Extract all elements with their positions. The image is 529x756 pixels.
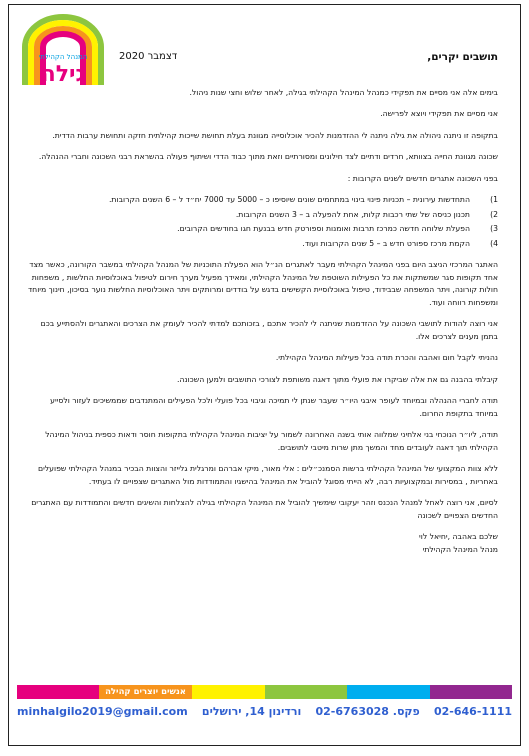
list-number: 2): [490, 209, 498, 219]
paragraph-thanks-staff: ללא צוות המקצועי של המינהל הקהילתי ברשות הסמנכ״לים : אלי מאור, מיקי אברהם ומרגלית גלייזר והצוות הבכיר במנהל הקהילתי שפועלים באחריות , במסירות ובמקצועיות רבה, לא הייתי מסוגל להוביל את המינהל בהישגיו והתמודדות מול האתגרים שצפויים לו בעתיד.: [37, 464, 498, 486]
footer-contact: [17, 705, 512, 718]
footer-phone[interactable]: 02-646-1111: [433, 705, 512, 718]
band-segment: [347, 685, 430, 699]
list-text: תכנון כניסה של שתי רכבות קלות, אחת להפעלה ב – 3 השנים הקרובות.: [235, 209, 470, 219]
footer-slogan: אנשים יוצרים קהילה: [99, 685, 192, 699]
paragraph-thanks-chairman: תודה, ליו״ר הנוכחי בני אלחיני שמלווה אותי בשנה האחרונה לשמור על יציבות המינהל הקהילתי בתקופות חוסר ודאות כספית בניהול המינהל הקהילתי תוך דאגה לעובדים מחד והמשך מתן שרות מיטבי לתושבים.: [45, 430, 498, 452]
list-text: התחדשות עירונית – תכניות פינוי בינוי במתחמים שונים שיוסיפו כ – 5000 עד 7000 יח״ד ל – 6 השנים הקרובות.: [108, 194, 470, 204]
rainbow-logo-icon: [17, 13, 109, 93]
letter-page: [8, 4, 521, 746]
list-item: [27, 194, 498, 207]
list-item: [27, 238, 498, 251]
paragraph-closing: לסיום, אני רוצה לאחל למנהל הנכנס וזהר יעקובי שימשיך להוביל את המינהל הקהילתי בגילה להצלחות והשיגים חדשים והתמודדות עם האתגרים החדשים הצפויים לשכונה: [31, 498, 498, 520]
paragraph-diversity: שכונה מגוונת החייה בצוותא, חרדים ודתיים לצד חילונים ומסורתיים וזאת מתוך כבוד הדדי ושיתוף פעולה בהשראת רבני השכונה וחברי ההנהלה.: [38, 152, 498, 162]
list-item: [27, 223, 498, 236]
paragraph-challenges-heading: בפני השכונה אתגרים חדשים לשנים הקרובות :: [347, 173, 498, 183]
list-number: 4): [490, 238, 498, 248]
list-number: 1): [490, 194, 498, 204]
footer-email[interactable]: minhalgilo2019@gmail.com: [17, 705, 188, 718]
letter-date: דצמבר 2020: [119, 51, 178, 62]
paragraph-retirement: אני מסיים את תפקידי ויוצא לפרישה.: [380, 109, 498, 119]
letter-body: [27, 87, 498, 556]
paragraph-community: בתקופה זו ניתנה ניהולה את גילה ניתנה לי ההזדמנות להכיר אוכלוסייה מגוונת בעלת תחושת שייכות קהילתית חזקה ותחושת ערבות הדדית.: [52, 130, 498, 140]
logo-subtitle: המנהל הקהילתי: [38, 53, 88, 61]
band-segment: [430, 685, 513, 699]
signature-title: מנהל המינהל הקהילתי: [422, 544, 498, 554]
band-segment: [265, 685, 348, 699]
salutation: תושבים יקרים,: [427, 51, 498, 63]
paragraph-criticism: קיבלתי בהבנה גם את אלה שביקרו את פועלי מתוך דאגה משותפת לצורכי התושבים ולמען השכונה.: [177, 374, 498, 384]
gilo-logo: [17, 13, 109, 93]
paragraph-intro: בימים אלה אני מסיים את תפקידי כמנהל המינהל הקהילתי בגילה, לאחר שלוש וחצי שנות ניהול.: [189, 88, 498, 97]
band-segment: [182, 685, 265, 699]
paragraph-thanks-residents: אני רוצה להודות לתושבי השכונה על ההזדמנות שניתנה לי להכיר אתכם , בזכותכם למדתי להכיר לעומק את הצרכים והאתגרים ולהסתייע בכם בתמן מענים לצרכים אלו.: [40, 319, 498, 341]
signature-closing: שלכם באהבה ,יחיאל לוי: [419, 532, 498, 541]
paragraph-thanks-board: תודה לחברי ההנהלה ובמיוחד לעופר איבגי היו״ר שעבר שנתן לי תמיכה וגיבוי בכל פועלי ולכל הפעילים והמתנדבים שממשיכים לעזור ולסייע במיוחד בתקופת החרום.: [50, 396, 498, 418]
band-segment: [17, 685, 100, 699]
footer-fax: פקס. 02-6763028: [315, 705, 420, 718]
list-number: 3): [490, 224, 498, 234]
paragraph-corona: האתגר המרכזי הניצב היום בפני המינהל הקהילתי מעבר לאתגרים הנ״ל הוא הפעלת התוכניות של המנהל הקהילתי במשבר הקורונה, כאשר מצד אחד תקופות סגר שמשתקות את כל הפעילות השוטפת של המינהל הקהילתי, ומאידך מפעיל מערך חירום לטיפול באוכלוסיות החלשות , משפחות חולות קורונה, ויתר המשפחה שבבידוד, טיפול באוכלוסיית הקשישים בדגש על בודדים ומרותקים ויתר האוכלוסיות החלשות נוער בסיכון, חינוך מיוחד ומשפחות רווחה ועוד.: [27, 260, 498, 307]
list-text: הפעלת שלוחה חדשה כמרכז תרבות ואומנות וספורטק חדש בבנעת חגו בחודשים הקרובים.: [177, 224, 470, 234]
paragraph-enjoyed: נהניתי לקבל חום ואהבה והכרת תודה בכל פעילות המינהל הקהילתי.: [275, 353, 498, 363]
challenges-list: [27, 194, 498, 250]
logo-name: גילה: [40, 62, 86, 87]
footer-color-band: [17, 685, 512, 699]
list-text: הקמת מרכז ספורט חדש ב – 5 שנים הקרובות ועוד.: [302, 238, 470, 248]
footer-address: ורדינון 14, ירושלים: [201, 705, 302, 718]
rainbow-strip: [17, 685, 512, 699]
list-item: [27, 209, 498, 222]
